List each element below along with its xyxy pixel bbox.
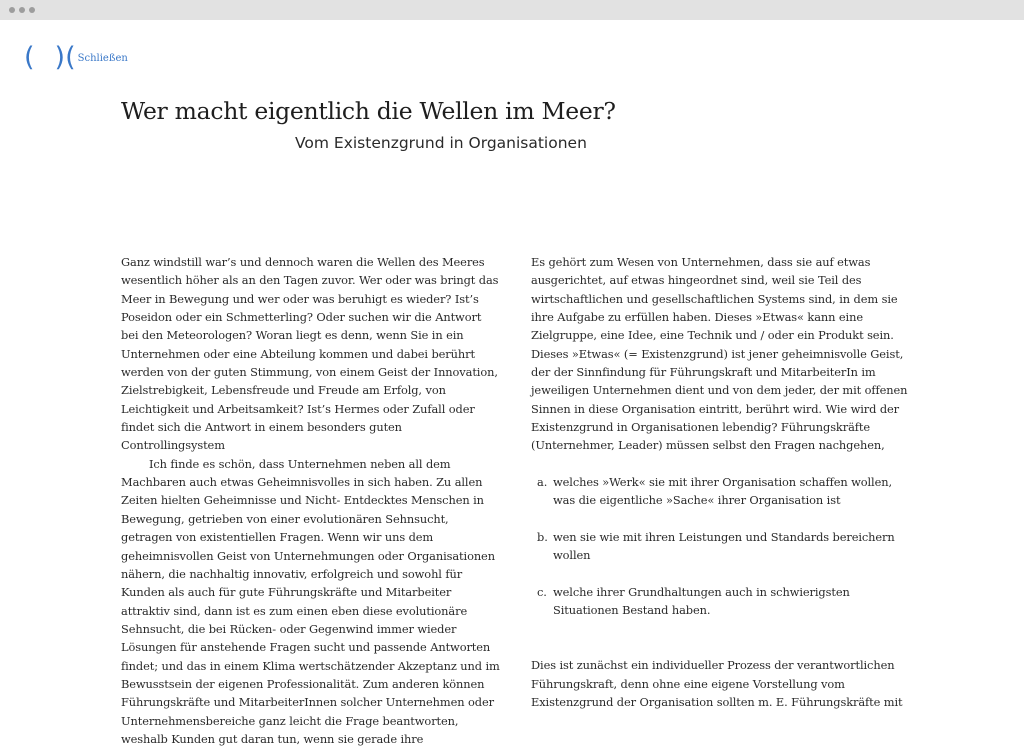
logo-right-glyph: )( — [54, 41, 76, 73]
window-titlebar — [0, 0, 1024, 20]
list-marker: c. — [537, 584, 547, 599]
list-item-text: welches »Werk« sie mit ihrer Organisation schaffen wollen, was die eigentliche »Sache« ihrer Organisation ist — [553, 474, 892, 508]
list-marker: b. — [537, 529, 548, 544]
window-dot-icon[interactable] — [9, 7, 15, 13]
list-item-text: wen sie wie mit ihren Leistungen und Standards bereichern wollen — [553, 529, 895, 563]
logo — [24, 41, 76, 73]
list-item — [531, 583, 909, 620]
list-item-text: welche ihrer Grundhaltungen auch in schwierigsten Situationen Bestand haben. — [553, 584, 850, 618]
paragraph: Es gehört zum Wesen von Unternehmen, dass sie auf etwas ausgerichtet, auf etwas hingeordnet sind, weil sie Teil des wirtschaftlichen und gesellschaftlichen Systems sind, in dem sie ihre Aufgabe zu erfüllen haben. Dieses »Etwas« kann eine Zielgruppe, eine Idee, eine Technik und / oder ein Produkt sein. Dieses »Etwas« (= Existenzgrund) ist jener geheimnisvolle Geist, der der Sinnfindung für Führungskraft und MitarbeiterIn im jeweiligen Unternehmen dient und von dem jeder, der mit offenen Sinnen in diese Organisation eintritt, berührt wird. Wie wird der Existenzgrund in Organisationen lebendig? Führungskräfte (Unternehmer, Leader) müssen selbst den Fragen nachgehen, — [531, 255, 908, 453]
logo-left-glyph: ( — [24, 41, 35, 73]
list-marker: a. — [537, 474, 548, 489]
list-item — [531, 473, 909, 510]
question-list — [531, 473, 909, 620]
page-title: Wer macht eigentlich die Wellen im Meer? — [121, 97, 616, 125]
paragraph: Ich finde es schön, dass Unternehmen neben all dem Machbaren auch etwas Geheimnisvolles in sich haben. Zu allen Zeiten hielten Geheimnisse und Nicht- Entdecktes Menschen in Bewegung, getrieben von einer evolutionären Sehnsucht, getragen von existentiellen Fragen. Wenn wir uns dem geheimnisvollen Geist von Unternehmungen oder Organisationen nähern, die nachhaltig innovativ, erfolgreich und sowohl für Kunden als auch für gute Führungskräfte und Mitarbeiter attraktiv sind, dann ist es zum einen eben diese evolutionäre Sehnsucht, die bei Rücken- oder Gegenwind immer wieder Lösungen für anstehende Fragen sucht und passende Antworten findet; und das in einem Klima wertschätzender Akzeptanz und im Bewusstsein der eigenen Professionalität. Zum anderen können Führungskräfte und MitarbeiterInnen solcher Unternehmen oder Unternehmensbereiche ganz leicht die Frage beantworten, weshalb Kunden gut daran tun, wenn sie gerade ihre — [121, 456, 500, 746]
article-column-right — [531, 253, 909, 711]
window-dot-icon[interactable] — [19, 7, 25, 13]
window-dot-icon[interactable] — [29, 7, 35, 13]
list-item — [531, 528, 909, 565]
article-column-left — [121, 253, 501, 748]
header — [24, 42, 128, 72]
paragraph: Ganz windstill war’s und dennoch waren die Wellen des Meeres wesentlich höher als an den Tagen zuvor. Wer oder was bringt das Meer in Bewegung und wer oder was beruhigt es wieder? Ist’s Poseidon oder ein Schmetterling? Oder suchen wir die Antwort bei den Meteorologen? Woran liegt es denn, wenn Sie in ein Unternehmen oder eine Abteilung kommen und dabei berührt werden von der guten Stimmung, von einem Geist der Innovation, Zielstrebigkeit, Lebensfreude und Freude am Erfolg, von Leichtigkeit und Arbeitsamkeit? Ist’s Hermes oder Zufall oder findet sich die Antwort in einem besonders guten Controllingsystem — [121, 255, 499, 453]
paragraph: Dies ist zunächst ein individueller Prozess der verantwortlichen Führungskraft, denn ohne eine eigene Vorstellung vom Existenzgrund der Organisation sollten m. E. Führungskräfte mit — [531, 658, 903, 709]
window-controls — [9, 7, 35, 13]
close-link[interactable]: Schließen — [77, 52, 128, 64]
page-subtitle: Vom Existenzgrund in Organisationen — [295, 134, 587, 152]
